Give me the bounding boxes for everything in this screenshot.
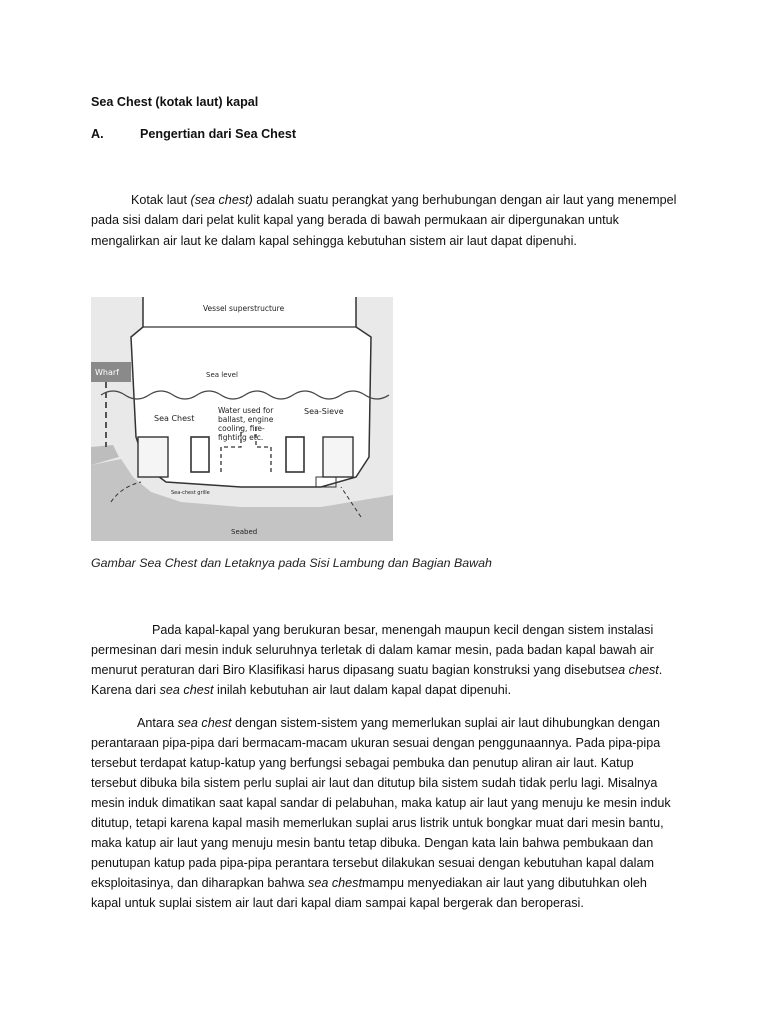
section-heading: Pengertian dari Sea Chest — [140, 127, 297, 141]
section-marker: A. — [91, 127, 104, 141]
p3-line-4: tersebut dibuka bila sistem perlu suplai air laut dan ditutup bila sistem sudah tidak perlu lagi. Misalnya — [91, 776, 658, 790]
figure-caption: Gambar Sea Chest dan Letaknya pada Sisi Lambung dan Bagian Bawah — [91, 556, 492, 570]
p3-line-1 — [137, 716, 660, 730]
label-water-1: Water used for — [218, 406, 274, 415]
p3-italic: sea chest — [308, 876, 362, 890]
p3-line-3: tersebut terdapat katup-katup yang berfungsi sebagai pembuka dan penutup aliran air laut. Katup — [91, 756, 634, 770]
sea-chest-box — [138, 437, 168, 477]
p2-italic: sea chest — [159, 683, 214, 697]
p3-italic: sea chest — [177, 716, 232, 730]
p3-line-8: penutupan katup pada pipa-pipa perantara tersebut dilakukan sesuai dengan kebutuhan kapal dalam — [91, 856, 654, 870]
p3-line-7: maka katup air laut yang menuju mesin bantu tetap dibuka. Dengan kata lain bahwa pembukaan dan — [91, 836, 654, 850]
p1-italic: (sea chest) — [190, 193, 253, 207]
label-vessel: Vessel superstructure — [203, 304, 285, 313]
doc-title: Sea Chest (kotak laut) kapal — [91, 95, 259, 109]
p3-line-10: kapal untuk suplai sistem air laut dari kapal diam sampai kapal bergerak dan beroperasi. — [91, 896, 584, 910]
p2-line-1: Pada kapal-kapal yang berukuran besar, menengah maupun kecil dengan sistem instalasi — [152, 623, 654, 637]
label-sea-chest: Sea Chest — [154, 414, 195, 423]
p3-text: Antara — [137, 716, 178, 730]
p2-line-2: permesinan dari mesin induk seluruhnya terletak di dalam kamar mesin, pada badan kapal bawah air — [91, 643, 654, 657]
p2-text: menurut peraturan dari Biro Klasifikasi harus dipasang suatu bagian konstruksi yang disebut — [91, 663, 605, 677]
label-seabed: Seabed — [231, 528, 258, 536]
p1-text: Kotak laut — [131, 193, 191, 207]
p2-line-3 — [91, 663, 662, 677]
label-water-2: ballast, engine — [218, 415, 274, 424]
p1-line-3: mengalirkan air laut ke dalam kapal sehingga kebutuhan sistem air laut dapat dipenuhi. — [91, 234, 577, 248]
sea-chest-figure — [91, 297, 393, 541]
p1-line-1 — [131, 193, 676, 207]
p1-text: adalah suatu perangkat yang berhubungan dengan air laut yang menempel — [252, 193, 677, 207]
p3-text: dengan sistem-sistem yang memerlukan suplai air laut dihubungkan dengan — [231, 716, 660, 730]
p2-italic: sea chest — [604, 663, 659, 677]
p3-text: eksploitasinya, dan diharapkan bahwa — [91, 876, 309, 890]
label-sea-sieve: Sea-Sieve — [304, 407, 344, 416]
label-wharf: Wharf — [95, 368, 119, 377]
p1-line-2: pada sisi dalam dari pelat kulit kapal yang berada di bawah permukaan air dipergunakan untuk — [91, 213, 619, 227]
p2-text: inilah kebutuhan air laut dalam kapal dapat dipenuhi. — [213, 683, 512, 697]
p3-line-9 — [91, 876, 647, 890]
p2-text: Karena dari — [91, 683, 160, 697]
sea-sieve-box — [323, 437, 353, 477]
label-sea-level: Sea level — [206, 371, 238, 379]
p3-line-5: mesin induk dimatikan saat kapal sandar di pelabuhan, maka katup air laut yang menuju ke mesin induk — [91, 796, 671, 810]
p2-line-4 — [91, 683, 511, 697]
label-water-4: fighting etc. — [218, 433, 264, 442]
p3-text: mampu menyediakan air laut yang dibutuhkan oleh — [361, 876, 647, 890]
label-water-3: cooling, fire- — [218, 424, 265, 433]
label-grille: Sea-chest grille — [171, 490, 210, 496]
p3-line-6: ditutup, tetapi karena kapal masih memerlukan suplai arus listrik untuk bongkar muat dari mesin bantu, — [91, 816, 664, 830]
p3-line-2: perantaraan pipa-pipa dari bermacam-macam ukuran sesuai dengan penggunaannya. Pada pipa-pipa — [91, 736, 661, 750]
p2-text: . — [658, 663, 663, 677]
